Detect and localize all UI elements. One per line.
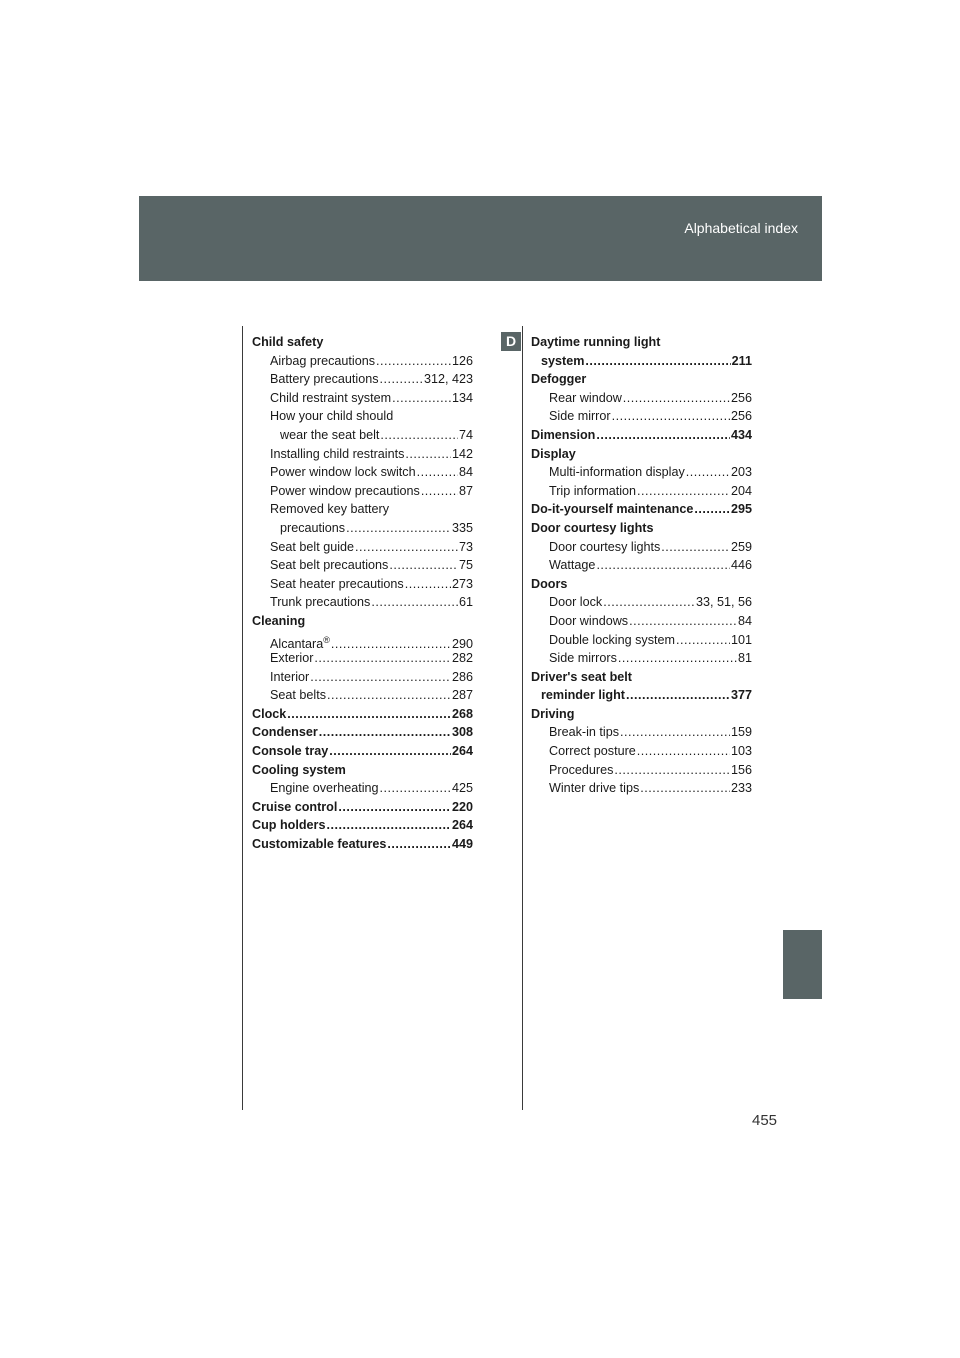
- index-entry-term: Break-in tips: [549, 725, 619, 740]
- index-entry: [252, 649, 473, 668]
- index-entry-page: 282: [451, 651, 473, 666]
- index-entry-term: Double locking system: [549, 632, 675, 647]
- index-entry-term: Side mirrors: [549, 651, 617, 666]
- index-entry: [252, 556, 473, 575]
- index-entry-term: Interior: [270, 669, 310, 684]
- index-entry-term: Cruise control: [252, 799, 338, 814]
- index-entry-term: Power window precautions: [270, 483, 420, 498]
- index-entry: [252, 463, 473, 482]
- index-entry: [252, 500, 473, 519]
- index-entry-term: Exterior: [270, 651, 314, 666]
- index-entry-term: Do-it-yourself maintenance: [531, 502, 694, 517]
- page-number: 455: [752, 1112, 778, 1129]
- index-entry-page: 449: [451, 837, 473, 852]
- column-divider-right: [522, 326, 523, 1110]
- index-entry-page: 256: [730, 390, 752, 405]
- index-entry: [531, 742, 752, 761]
- leader-dots: [405, 575, 451, 594]
- index-entry: [531, 612, 752, 631]
- page-title: Alphabetical index: [684, 220, 798, 236]
- index-entry-term: Power window lock switch: [270, 465, 416, 480]
- index-entry-term: Door lock: [549, 595, 603, 610]
- index-entry-page: 204: [730, 483, 752, 498]
- index-entry: [252, 612, 473, 631]
- index-entry-term: Child safety: [252, 335, 324, 349]
- index-entry: [531, 519, 752, 538]
- index-entry-term: Removed key battery: [270, 502, 389, 517]
- index-entry-page: 377: [730, 688, 752, 703]
- index-entry-page: 126: [451, 353, 473, 368]
- index-entry: [252, 519, 473, 538]
- leader-dots: [686, 463, 730, 482]
- index-entry-term: Door windows: [549, 613, 629, 628]
- index-column-right: [531, 333, 752, 798]
- leader-dots: [392, 389, 451, 408]
- index-entry: [252, 482, 473, 501]
- index-entry-term: Console tray: [252, 744, 329, 759]
- index-entry-page: 103: [730, 744, 752, 759]
- index-entry-term: Cooling system: [252, 762, 346, 777]
- index-entry-page: 268: [451, 706, 473, 721]
- index-entry: [531, 649, 752, 668]
- index-entry-page: 74: [458, 427, 473, 442]
- leader-dots: [421, 482, 458, 501]
- index-entry-page: 256: [730, 409, 752, 424]
- index-entry: [531, 631, 752, 650]
- index-entry-term: Winter drive tips: [549, 781, 640, 796]
- index-entry-page: 335: [451, 520, 473, 535]
- index-entry-term: Condenser: [252, 725, 318, 740]
- index-entry-term: reminder light: [541, 688, 625, 703]
- index-entry-term: Seat heater precautions: [270, 576, 404, 591]
- leader-dots: [614, 761, 730, 780]
- leader-dots: [327, 686, 451, 705]
- leader-dots: [620, 723, 730, 742]
- index-entry: [252, 686, 473, 705]
- index-entry: [531, 686, 752, 705]
- leader-dots: [637, 742, 730, 761]
- leader-dots: [618, 649, 737, 668]
- leader-dots: [338, 798, 451, 817]
- index-entry: [252, 389, 473, 408]
- index-entry: [252, 835, 473, 854]
- index-entry: [252, 798, 473, 817]
- index-entry-page: 75: [458, 558, 473, 573]
- index-entry: [252, 575, 473, 594]
- index-entry-page: 159: [730, 725, 752, 740]
- index-entry: [531, 593, 752, 612]
- leader-dots: [287, 705, 451, 724]
- index-entry-term: system: [541, 353, 585, 368]
- index-entry-page: 287: [451, 688, 473, 703]
- index-entry-term: Seat belts: [270, 688, 327, 703]
- index-entry: [252, 538, 473, 557]
- leader-dots: [612, 407, 730, 426]
- index-entry-term: Seat belt precautions: [270, 558, 389, 573]
- index-entry: [252, 668, 473, 687]
- index-entry: [252, 445, 473, 464]
- index-entry-term: Installing child restraints: [270, 446, 405, 461]
- index-entry: [531, 352, 752, 371]
- leader-dots: [326, 816, 451, 835]
- index-entry-page: 156: [730, 762, 752, 777]
- leader-dots: [405, 445, 451, 464]
- leader-dots: [623, 389, 730, 408]
- leader-dots: [661, 538, 730, 557]
- leader-dots: [629, 612, 737, 631]
- leader-dots: [417, 463, 458, 482]
- index-entry-term: Wattage: [549, 558, 596, 573]
- index-entry-term: Correct posture: [549, 744, 636, 759]
- index-entry: [531, 723, 752, 742]
- index-entry-term: Customizable features: [252, 837, 387, 852]
- index-entry-term: Alcantara®: [270, 634, 330, 651]
- leader-dots: [596, 556, 730, 575]
- index-entry-term: Doors: [531, 576, 568, 591]
- index-entry-term: Side mirror: [549, 409, 611, 424]
- leader-dots: [626, 686, 730, 705]
- index-entry-page: 101: [730, 632, 752, 647]
- index-entry-term: Defogger: [531, 372, 587, 387]
- index-entry-page: 308: [451, 725, 473, 740]
- index-entry-term: Cleaning: [252, 613, 306, 628]
- leader-dots: [389, 556, 458, 575]
- leader-dots: [676, 631, 730, 650]
- section-letter-badge: D: [501, 332, 521, 351]
- index-entry-term: Battery precautions: [270, 372, 379, 387]
- index-entry: [531, 668, 752, 687]
- index-entry: [531, 333, 752, 352]
- index-entry: [531, 370, 752, 389]
- index-entry-page: 134: [451, 390, 473, 405]
- index-entry-page: 84: [458, 465, 473, 480]
- leader-dots: [376, 352, 451, 371]
- leader-dots: [319, 723, 451, 742]
- column-divider-left: [242, 326, 243, 1110]
- index-entry-term: Procedures: [549, 762, 614, 777]
- index-entry-page: 312, 423: [423, 372, 473, 387]
- leader-dots: [694, 500, 730, 519]
- index-entry-page: 220: [451, 799, 473, 814]
- index-entry: [531, 705, 752, 724]
- index-entry-term: Display: [531, 446, 576, 461]
- index-entry: [531, 500, 752, 519]
- index-entry: [252, 407, 473, 426]
- leader-dots: [637, 482, 730, 501]
- leader-dots: [310, 668, 451, 687]
- index-entry-term: Child restraint system: [270, 390, 392, 405]
- index-column-left: [252, 333, 473, 854]
- index-entry: [252, 333, 473, 352]
- leader-dots: [355, 538, 458, 557]
- index-entry: [252, 426, 473, 445]
- index-entry-page: 425: [451, 781, 473, 796]
- index-entry: [252, 593, 473, 612]
- index-entry: [252, 631, 473, 650]
- index-entry-page: 264: [451, 818, 473, 833]
- index-entry-page: 87: [458, 483, 473, 498]
- index-entry-term: Multi-information display: [549, 465, 685, 480]
- index-entry-term: Driver's seat belt: [531, 669, 632, 684]
- index-entry: [531, 463, 752, 482]
- index-entry-term: How your child should: [270, 409, 394, 424]
- index-entry: [531, 761, 752, 780]
- leader-dots: [371, 593, 458, 612]
- index-entry-page: 211: [731, 353, 752, 368]
- leader-dots: [387, 835, 451, 854]
- leader-dots: [640, 779, 730, 798]
- index-entry-page: 446: [730, 558, 752, 573]
- leader-dots: [596, 426, 730, 445]
- index-entry: [531, 556, 752, 575]
- index-entry: [531, 426, 752, 445]
- chapter-tab: [783, 930, 822, 999]
- index-entry-page: 61: [458, 595, 473, 610]
- index-entry-term: Cup holders: [252, 818, 326, 833]
- index-entry-page: 142: [451, 446, 473, 461]
- index-entry-term: Rear window: [549, 390, 622, 405]
- index-entry: [531, 575, 752, 594]
- index-entry: [531, 779, 752, 798]
- leader-dots: [603, 593, 695, 612]
- index-entry-term: Clock: [252, 706, 287, 721]
- index-entry-term: Seat belt guide: [270, 539, 355, 554]
- index-entry-page: 33, 51, 56: [695, 595, 752, 610]
- index-entry-page: 273: [451, 576, 473, 591]
- index-entry-term: Airbag precautions: [270, 353, 376, 368]
- header-bar: [139, 196, 822, 281]
- index-entry-page: 290: [451, 636, 473, 651]
- index-entry-page: 434: [730, 427, 752, 442]
- index-entry: [531, 407, 752, 426]
- index-entry-term: Daytime running light: [531, 335, 661, 349]
- index-entry-page: 264: [451, 744, 473, 759]
- index-entry: [531, 445, 752, 464]
- index-entry: [252, 742, 473, 761]
- index-entry-term: Door courtesy lights: [531, 520, 654, 535]
- index-entry-term: Engine overheating: [270, 781, 379, 796]
- index-entry-term: Driving: [531, 706, 575, 721]
- leader-dots: [380, 426, 458, 445]
- index-entry-term: precautions: [280, 520, 346, 535]
- index-entry-page: 259: [730, 539, 752, 554]
- index-entry-term: Dimension: [531, 427, 596, 442]
- leader-dots: [314, 649, 451, 668]
- index-entry: [531, 538, 752, 557]
- index-entry-term: Door courtesy lights: [549, 539, 661, 554]
- index-entry: [252, 816, 473, 835]
- index-entry: [252, 779, 473, 798]
- leader-dots: [329, 742, 451, 761]
- index-entry-page: 295: [730, 502, 752, 517]
- index-entry: [531, 389, 752, 408]
- index-entry-page: 73: [458, 539, 473, 554]
- leader-dots: [585, 352, 730, 371]
- index-entry: [252, 352, 473, 371]
- index-entry-page: 84: [737, 613, 752, 628]
- index-entry-term: Trip information: [549, 483, 637, 498]
- index-entry: [252, 761, 473, 780]
- index-entry-page: 81: [737, 651, 752, 666]
- index-entry-page: 286: [451, 669, 473, 684]
- index-entry: [531, 482, 752, 501]
- index-entry-term: Trunk precautions: [270, 595, 371, 610]
- index-entry: [252, 705, 473, 724]
- index-entry: [252, 370, 473, 389]
- leader-dots: [380, 370, 423, 389]
- index-entry: [252, 723, 473, 742]
- leader-dots: [346, 519, 451, 538]
- index-entry-term: wear the seat belt: [280, 427, 380, 442]
- index-entry-page: 203: [730, 465, 752, 480]
- leader-dots: [380, 779, 451, 798]
- index-entry-page: 233: [730, 781, 752, 796]
